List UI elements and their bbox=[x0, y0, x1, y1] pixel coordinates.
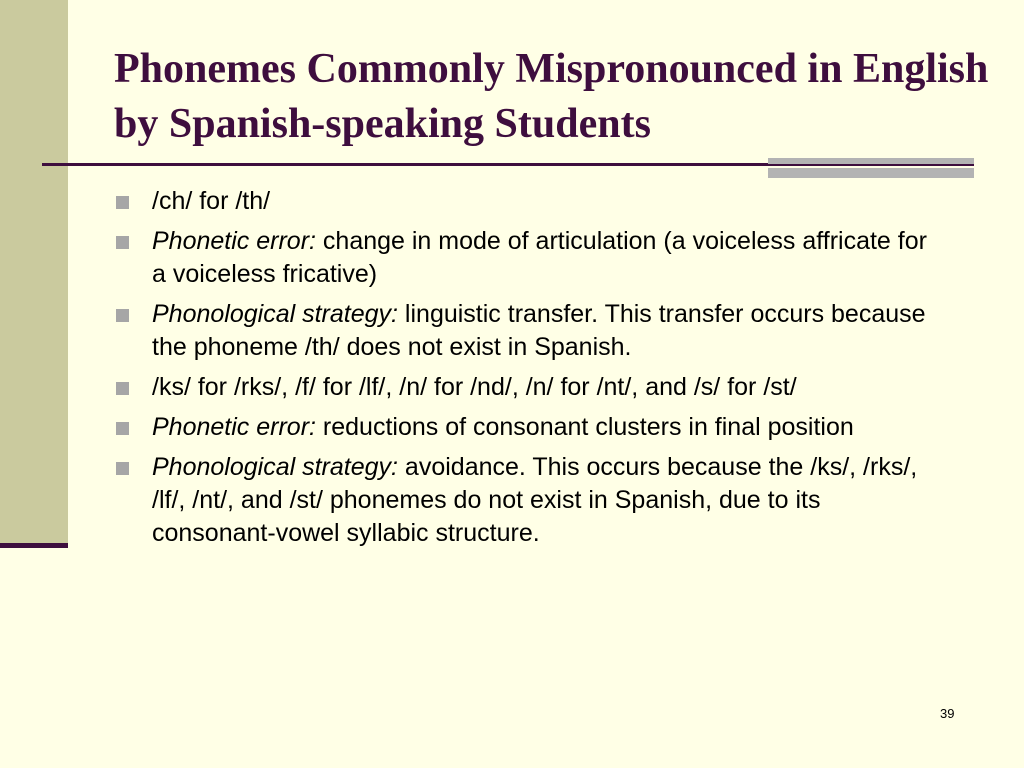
bullet-label: Phonological strategy: bbox=[152, 453, 398, 481]
page-number: 39 bbox=[940, 706, 955, 721]
square-bullet-icon bbox=[116, 196, 129, 209]
slide-title: Phonemes Commonly Mispronounced in English by Spanish-speaking Students bbox=[114, 46, 989, 147]
bullet-text: linguistic transfer. This transfer occurs because the phoneme /th/ does not exist in Spanish. bbox=[152, 300, 926, 361]
bullet-item bbox=[112, 411, 932, 444]
bullet-label: Phonetic error: bbox=[152, 227, 316, 255]
bullet-text: change in mode of articulation (a voiceless affricate for a voiceless fricative) bbox=[152, 227, 927, 288]
bullet-item bbox=[112, 371, 932, 404]
bullet-list bbox=[112, 185, 932, 557]
bullet-text: avoidance. This occurs because the /ks/, /rks/, /lf/, /nt/, and /st/ phonemes do not exist in Spanish, due to its consonant-vowel syllabic structure. bbox=[152, 453, 918, 547]
square-bullet-icon bbox=[116, 462, 129, 475]
square-bullet-icon bbox=[116, 309, 129, 322]
accent-bar-bottom bbox=[768, 168, 974, 178]
bullet-label: Phonological strategy: bbox=[152, 300, 398, 328]
square-bullet-icon bbox=[116, 422, 129, 435]
square-bullet-icon bbox=[116, 382, 129, 395]
bullet-item bbox=[112, 298, 932, 364]
bullet-label: Phonetic error: bbox=[152, 413, 316, 441]
bullet-text: /ks/ for /rks/, /f/ for /lf/, /n/ for /nd/, /n/ for /nt/, and /s/ for /st/ bbox=[152, 373, 797, 401]
left-band-rule bbox=[0, 543, 68, 548]
left-decorative-band bbox=[0, 0, 68, 546]
bullet-item bbox=[112, 451, 932, 550]
bullet-text: /ch/ for /th/ bbox=[152, 187, 271, 215]
bullet-item bbox=[112, 185, 932, 218]
accent-bar-top bbox=[768, 158, 974, 164]
bullet-text: reductions of consonant clusters in final position bbox=[315, 413, 854, 441]
bullet-item bbox=[112, 225, 932, 291]
square-bullet-icon bbox=[116, 236, 129, 249]
